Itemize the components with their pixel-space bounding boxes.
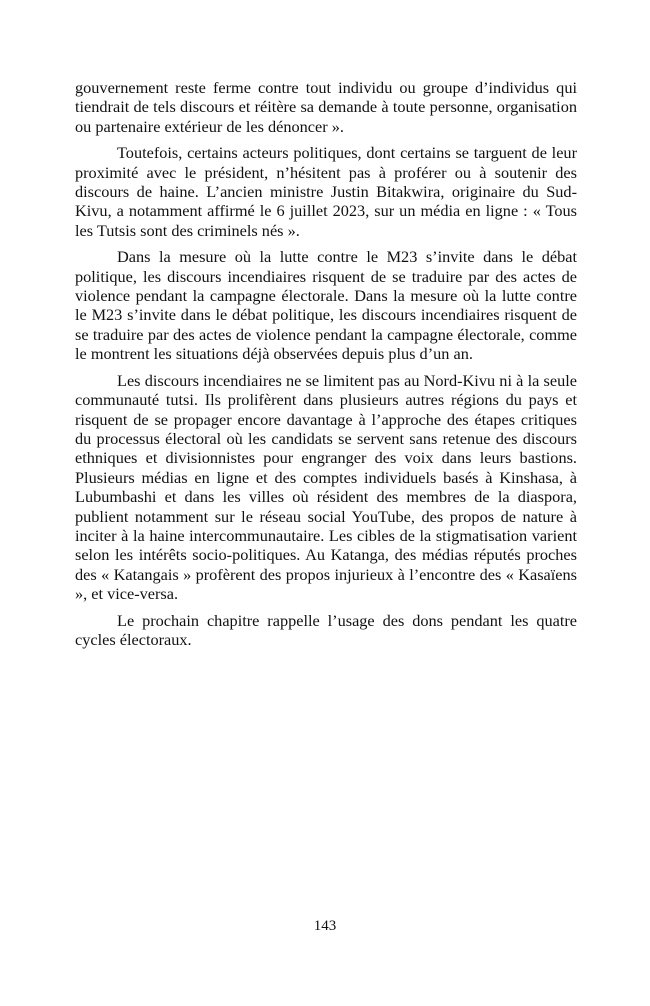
paragraph-next-chapter: Le prochain chapitre rappelle l’usage des dons pendant les quatre cycles électoraux.	[75, 610, 577, 649]
page-number: 143	[313, 918, 337, 934]
paragraph-continuation: gouvernement reste ferme contre tout individu ou groupe d’individus qui tiendrait de tels discours et réitère sa demande à toute personne, organisation ou partenaire extérieur de les dénoncer ».	[75, 78, 577, 136]
paragraph-m23-debate: Dans la mesure où la lutte contre le M23 s’invite dans le débat politique, les discours incendiaires risquent de se traduire par des actes de violence pendant la campagne électorale. Dans la mesure où la lutte contre le M23 s’invite dans le débat politique, les discours incendiaires risquent de se traduire par des actes de violence pendant la campagne électorale, comme le montrent les situations déjà observées depuis plus d’un an.	[75, 247, 577, 364]
paragraph-political-actors: Toutefois, certains acteurs politiques, dont certains se targuent de leur proximité avec le président, n’hésitent pas à proférer ou à soutenir des discours de haine. L’ancien ministre Justin Bitakwira, originaire du Sud-Kivu, a notamment affirmé le 6 juillet 2023, sur un média en ligne : « Tous les Tutsis sont des criminels nés ».	[75, 143, 577, 240]
body-text	[75, 78, 577, 656]
paragraph-incendiary-speech: Les discours incendiaires ne se limitent pas au Nord-Kivu ni à la seule communauté tutsi. Ils prolifèrent dans plusieurs autres régions du pays et risquent de se propager encore davantage à l’approche des étapes critiques du processus électoral où les candidats se servent sans retenue des discours ethniques et divisionnistes pour engranger des voix dans leurs bastions. Plusieurs médias en ligne et des comptes individuels basés à Kinshasa, à Lubumbashi et dans les villes où résident des membres de la diaspora, publient notamment sur le réseau social YouTube, des propos de nature à inciter à la haine intercommunautaire. Les cibles de la stigmatisation varient selon les intérêts socio-politiques. Au Katanga, des médias réputés proches des « Katangais » profèrent des propos injurieux à l’encontre des « Kasaïens », et vice-versa.	[75, 370, 577, 604]
